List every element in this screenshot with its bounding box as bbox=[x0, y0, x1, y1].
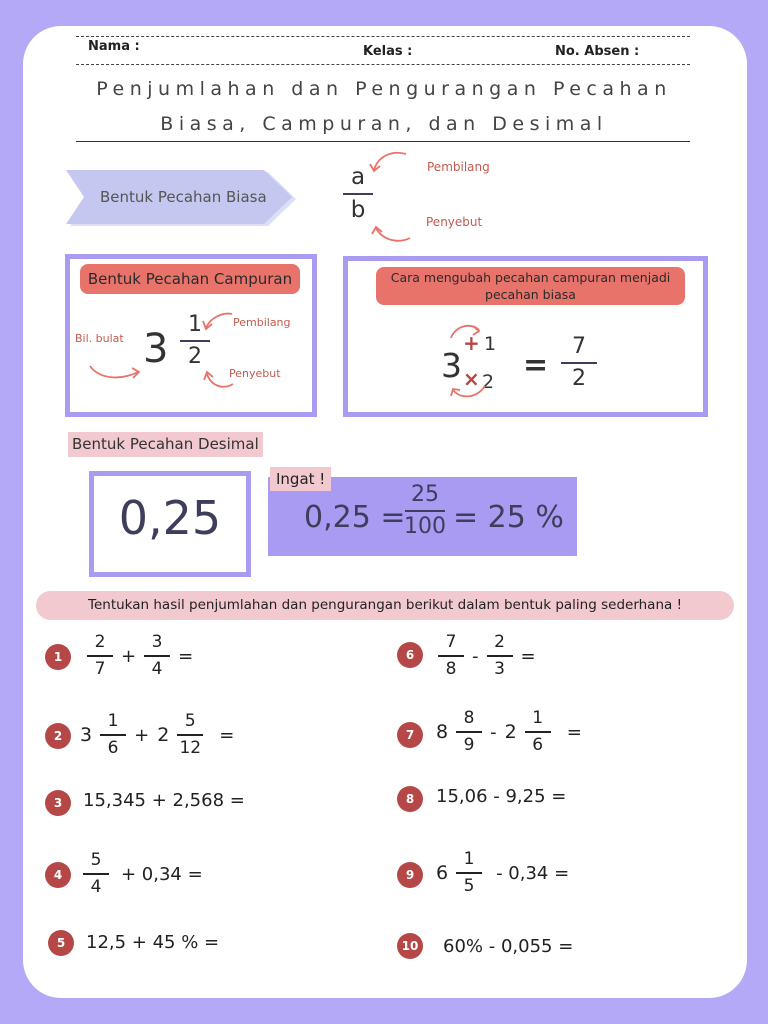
campuran-denominator: 2 bbox=[188, 344, 202, 369]
biasa-den-arrow bbox=[370, 218, 414, 246]
convert-result-denominator: 2 bbox=[572, 366, 586, 391]
convert-result-numerator: 7 bbox=[572, 334, 586, 359]
q6-b-num: 2 bbox=[494, 632, 505, 652]
q2-expression bbox=[80, 713, 234, 757]
campuran-whole-arrow bbox=[86, 358, 144, 384]
q2-eq: = bbox=[219, 724, 235, 746]
campuran-whole-label: Bil. bulat bbox=[75, 332, 124, 345]
biasa-den-label: Penyebut bbox=[426, 215, 483, 229]
kelas-label: Kelas : bbox=[363, 44, 413, 59]
convert-denominator: 2 bbox=[482, 371, 495, 393]
q7-a-den: 9 bbox=[463, 735, 475, 755]
q9-rest: - 0,34 = bbox=[496, 862, 570, 884]
title-underline bbox=[76, 141, 690, 142]
ingat-label: Ingat ! bbox=[270, 467, 331, 491]
ingat-denominator: 100 bbox=[404, 514, 446, 539]
page-title-line1: Penjumlahan dan Pengurangan Pecahan bbox=[96, 78, 672, 100]
q4-expression bbox=[83, 852, 203, 896]
biasa-label: Bentuk Pecahan Biasa bbox=[100, 188, 267, 206]
biasa-denominator: b bbox=[350, 197, 366, 223]
q2-a-den: 6 bbox=[107, 738, 119, 758]
q9-badge: 9 bbox=[397, 862, 423, 888]
q2-op: + bbox=[134, 724, 150, 746]
desimal-label: Bentuk Pecahan Desimal bbox=[68, 432, 263, 457]
q8-badge: 8 bbox=[397, 786, 423, 812]
q7-a-whole: 8 bbox=[436, 721, 449, 743]
campuran-label: Bentuk Pecahan Campuran bbox=[80, 264, 300, 294]
q4-a-den: 4 bbox=[90, 877, 102, 897]
nama-label: Nama : bbox=[88, 39, 140, 54]
q2-b-whole: 2 bbox=[157, 724, 170, 746]
convert-numerator: 1 bbox=[484, 333, 497, 355]
ingat-percent: = 25 % bbox=[453, 500, 564, 535]
campuran-numerator: 1 bbox=[188, 312, 202, 337]
q1-eq: = bbox=[178, 645, 194, 667]
q2-b-den: 12 bbox=[179, 738, 202, 758]
biasa-num-arrow bbox=[368, 148, 412, 178]
q6-eq: = bbox=[520, 645, 536, 667]
q4-rest: + 0,34 = bbox=[121, 863, 203, 885]
q8-expression: 15,06 - 9,25 = bbox=[436, 786, 567, 807]
ingat-decimal: 0,25 = bbox=[304, 500, 406, 535]
convert-equals: = bbox=[523, 348, 549, 383]
header-bottom-dashed-line bbox=[76, 64, 690, 65]
campuran-whole: 3 bbox=[143, 326, 169, 372]
q6-a-num: 7 bbox=[445, 632, 457, 652]
page-title-line2: Biasa, Campuran, dan Desimal bbox=[160, 113, 608, 135]
convert-result-fraction bbox=[561, 336, 597, 390]
biasa-num-label: Pembilang bbox=[427, 160, 490, 174]
q2-badge: 2 bbox=[45, 723, 71, 749]
q1-b-num: 3 bbox=[151, 632, 163, 652]
q10-badge: 10 bbox=[397, 933, 423, 959]
q3-expression: 15,345 + 2,568 = bbox=[83, 790, 245, 811]
q7-b-num: 1 bbox=[532, 708, 544, 728]
q1-a-num: 2 bbox=[94, 632, 106, 652]
q4-badge: 4 bbox=[45, 862, 71, 888]
campuran-num-arrow bbox=[202, 308, 236, 334]
q7-b-den: 6 bbox=[532, 735, 544, 755]
q1-expression bbox=[87, 634, 193, 678]
q2-b-num: 5 bbox=[184, 711, 196, 731]
convert-plus: + bbox=[463, 331, 480, 355]
q6-b-den: 3 bbox=[494, 659, 505, 679]
convert-label: Cara mengubah pecahan campuran menjadi pecahan biasa bbox=[376, 267, 685, 305]
q5-badge: 5 bbox=[48, 930, 74, 956]
q10-expression: 60% - 0,055 = bbox=[443, 936, 574, 957]
q3-badge: 3 bbox=[45, 790, 71, 816]
q6-expression bbox=[438, 634, 536, 678]
q9-a-den: 5 bbox=[463, 876, 475, 896]
campuran-den-label: Penyebut bbox=[229, 367, 281, 380]
q9-a-whole: 6 bbox=[436, 862, 449, 884]
q5-expression: 12,5 + 45 % = bbox=[86, 932, 220, 953]
q2-a-whole: 3 bbox=[80, 724, 93, 746]
q2-a-num: 1 bbox=[107, 711, 119, 731]
q1-op: + bbox=[121, 645, 137, 667]
q6-badge: 6 bbox=[397, 642, 423, 668]
absen-label: No. Absen : bbox=[555, 44, 640, 59]
q6-op: - bbox=[472, 645, 479, 667]
ingat-fraction bbox=[404, 484, 446, 538]
desimal-value: 0,25 bbox=[118, 491, 222, 545]
campuran-num-label: Pembilang bbox=[233, 316, 291, 329]
q1-badge: 1 bbox=[45, 644, 71, 670]
q7-expression bbox=[436, 710, 582, 754]
q1-a-den: 7 bbox=[94, 659, 106, 679]
convert-whole: 3 bbox=[441, 346, 462, 385]
q9-expression bbox=[436, 851, 569, 895]
q1-b-den: 4 bbox=[151, 659, 163, 679]
instruction-text: Tentukan hasil penjumlahan dan pengurangan berikut dalam bentuk paling sederhana ! bbox=[88, 597, 682, 613]
q6-a-den: 8 bbox=[445, 659, 457, 679]
q7-op: - bbox=[490, 721, 497, 743]
biasa-numerator: a bbox=[350, 164, 366, 190]
q7-badge: 7 bbox=[397, 722, 423, 748]
header-top-dashed-line bbox=[76, 36, 690, 37]
ingat-numerator: 25 bbox=[411, 482, 439, 507]
q7-b-whole: 2 bbox=[504, 721, 517, 743]
q9-a-num: 1 bbox=[463, 849, 475, 869]
q7-eq: = bbox=[566, 721, 582, 743]
convert-bottom-arrow bbox=[449, 380, 489, 402]
q7-a-num: 8 bbox=[463, 708, 475, 728]
convert-times: × bbox=[463, 367, 480, 391]
q4-a-num: 5 bbox=[90, 850, 102, 870]
